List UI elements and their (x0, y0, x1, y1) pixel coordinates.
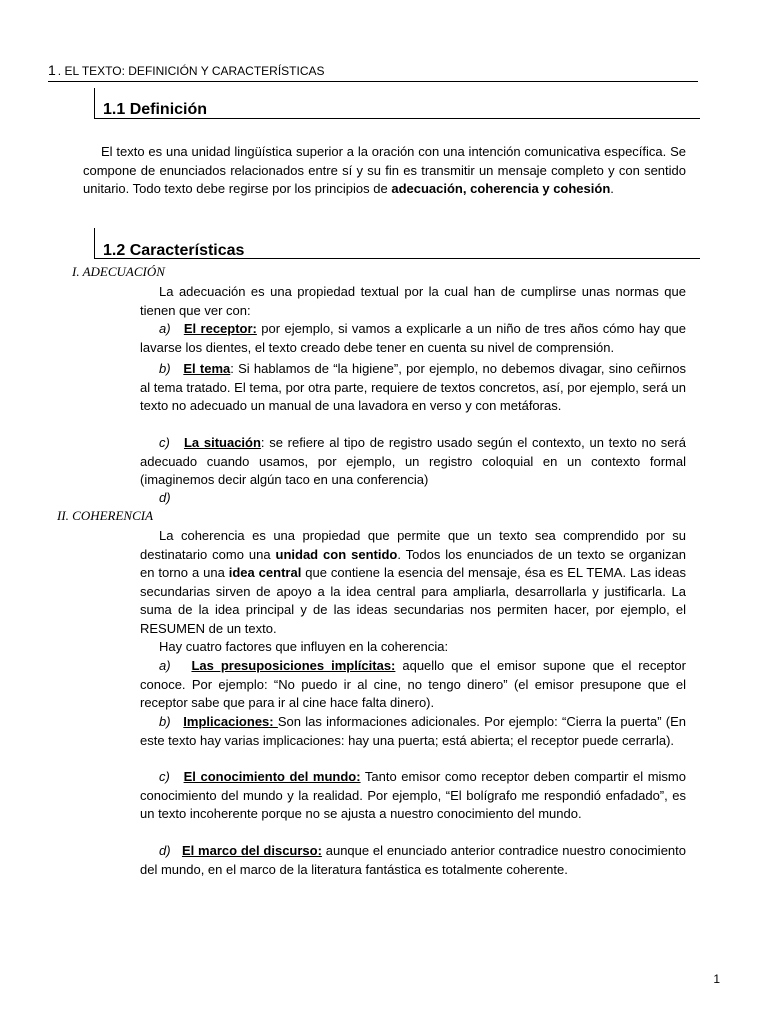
chapter-number: 1 (48, 62, 56, 78)
coherencia-item-a (140, 657, 686, 713)
item-text: aunque el enunciado anterior contradice nuestro conocimiento del mundo, en el marco de la literatura fantástica es totalmente coherente. (140, 843, 687, 877)
definition-end: . (610, 181, 614, 196)
item-letter: d) (159, 843, 171, 858)
adecuacion-item-b (140, 360, 686, 416)
item-text: Tanto emisor como receptor deben compartir el mismo conocimiento del mundo y la realidad. Por ejemplo, “El bolígrafo me respondió enfadado”, es un texto incoherente porque no se ajusta a nuestro conocimiento del mundo. (140, 769, 686, 821)
item-label: La situación (183, 435, 261, 450)
item-letter: a) (159, 321, 171, 336)
item-text: por ejemplo, si vamos a explicarle a un niño de tres años cómo hay que lavarse los dientes, el texto creado debe tener en cuenta su nivel de comprensión. (140, 321, 686, 355)
coherencia-factors-intro: Hay cuatro factores que influyen en la coherencia: (159, 639, 449, 654)
coherencia-item-b (140, 713, 686, 750)
item-label: El tema (183, 361, 231, 376)
definition-bold: adecuación, coherencia y cohesión (391, 181, 611, 196)
item-text: Son las informaciones adicionales. Por ejemplo: “Cierra la puerta” (En este texto hay varias implicaciones: hay una puerta; está abierta; el receptor puede cerrarla). (140, 714, 687, 748)
coherencia-paragraph (140, 527, 686, 638)
coherencia-item-d (140, 842, 686, 879)
item-letter: c) (159, 435, 170, 450)
item-letter: a) (159, 658, 171, 673)
item-letter: b) (159, 714, 171, 729)
item-label: Implicaciones: (183, 714, 278, 729)
coherencia-text: que contiene la esencia del mensaje, ésa es EL TEMA. Las ideas secundarias sirven de apoyo a la idea central para ampliarla, desarrollarla y justificarla. La suma de la idea principal y de las ideas secundarias nos permiten hacer, por ejemplo, el RESUMEN de un texto. (140, 565, 686, 636)
coherencia-heading: II. COHERENCIA (57, 508, 154, 523)
item-label: El marco del discurso: (181, 843, 322, 858)
item-text: : Si hablamos de “la higiene”, por ejemplo, no debemos divagar, sino ceñirnos al tema tratado. El tema, por otra parte, requiere de textos concretos, así, por ejemplo, será un texto no adecuado un manual de una lavadora en verso y con metáforas. (140, 361, 686, 413)
item-label: El receptor: (183, 321, 257, 336)
item-letter: d) (159, 490, 171, 505)
section-1-1-box (94, 88, 700, 119)
coherencia-text: La coherencia es una propiedad que permite que un texto sea comprendido por su destinatario como una (140, 528, 686, 562)
adecuacion-item-d (140, 489, 686, 508)
item-label: El conocimiento del mundo: (183, 769, 361, 784)
coherencia-item-c (140, 768, 686, 824)
definition-paragraph (83, 143, 686, 199)
adecuacion-item-c (140, 434, 686, 490)
chapter-rule (48, 81, 698, 82)
section-1-2-box (94, 228, 700, 259)
adecuacion-intro: La adecuación es una propiedad textual por la cual han de cumplirse unas normas que tienen que ver con: (140, 284, 686, 318)
coherencia-text: . Todos los enunciados de un texto se organizan en torno a una (140, 546, 686, 580)
item-label: Las presuposiciones implícitas: (191, 658, 396, 673)
page-number: 1 (713, 972, 720, 986)
section-1-1-title: 1.1 Definición (103, 101, 208, 118)
adecuacion-heading: I. ADECUACIÓN (72, 264, 165, 279)
item-letter: c) (159, 769, 170, 784)
coherencia-bold-2: idea central (228, 565, 302, 580)
coherencia-bold-1: unidad con sentido (275, 546, 398, 562)
adecuacion-item-a (140, 320, 686, 357)
chapter-title-text: . EL TEXTO: DEFINICIÓN Y CARACTERÍSTICAS (57, 64, 325, 78)
chapter-title (48, 62, 325, 78)
item-letter: b) (159, 361, 171, 376)
definition-text: El texto es una unidad lingüística superior a la oración con una intención comunicativa específica. Se compone de enunciados relacionados entre sí y su fin es transmitir un mensaje completo y con sentido unitario. Todo texto debe regirse por los principios de (83, 144, 686, 196)
item-text: : se refiere al tipo de registro usado según el contexto, un texto no será adecuado cuando usamos, por ejemplo, un registro coloquial en un contexto formal (imaginemos decir algún taco en una conferencia) (140, 435, 686, 487)
item-text: aquello que el emisor supone que el receptor conoce. Por ejemplo: “No puedo ir al cine, no tengo dinero” (el emisor presupone que el receptor sabe que para ir al cine hace falta dinero). (140, 658, 686, 710)
section-1-2-title: 1.2 Características (103, 242, 245, 259)
